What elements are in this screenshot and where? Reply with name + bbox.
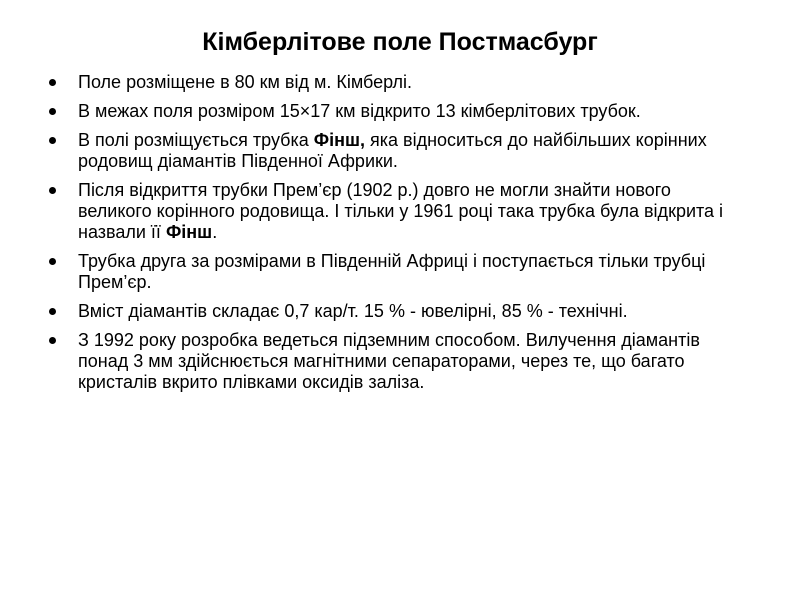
bullet-text: Вміст діамантів складає 0,7 кар/т. 15 % - ювелірні, 85 % - технічні.: [78, 301, 628, 321]
bullet-icon: [49, 108, 56, 115]
slide-title: Кімберлітове поле Постмасбург: [202, 28, 598, 56]
bullet-item-4: [49, 180, 749, 243]
bullet-icon: [49, 79, 56, 86]
bullet-icon: [49, 187, 56, 194]
bullet-text-bold: Фінш,: [313, 130, 365, 150]
bullet-text-start: Після відкриття трубки Прем’єр (1902 р.) довго не могли знайти нового великого корінного родовища. І тільки у 1961 році така трубка була відкрита і назвали її: [78, 180, 724, 242]
bullet-list: [49, 72, 749, 401]
bullet-item-7: [49, 330, 749, 393]
bullet-item-1: [49, 72, 749, 93]
bullet-item-2: [49, 101, 749, 122]
bullet-text: Трубка друга за розмірами в Південній Африці і поступається тільки трубці Прем’єр.: [78, 251, 706, 292]
bullet-text-start: В полі розміщується трубка: [78, 130, 314, 150]
bullet-text: З 1992 року розробка ведеться підземним способом. Вилучення діамантів понад 3 мм здійснюється магнітними сепараторами, через те, що багато кристалів вкрито плівками оксидів заліза.: [78, 330, 700, 392]
bullet-text: Поле розміщене в 80 км від м. Кімберлі.: [78, 72, 413, 92]
bullet-text-end: яка відноситься до найбільших корінних родовищ діамантів Південної Африки.: [78, 130, 707, 171]
bullet-text-end: .: [212, 222, 218, 242]
bullet-item-6: [49, 301, 749, 322]
bullet-icon: [49, 137, 56, 144]
bullet-text: В межах поля розміром 15×17 км відкрито 13 кімберлітових трубок.: [78, 101, 641, 121]
bullet-item-5: [49, 251, 749, 293]
bullet-icon: [49, 258, 56, 265]
bullet-icon: [49, 308, 56, 315]
bullet-text-bold: Фінш: [165, 222, 213, 242]
bullet-item-3: [49, 130, 749, 172]
bullet-icon: [49, 337, 56, 344]
